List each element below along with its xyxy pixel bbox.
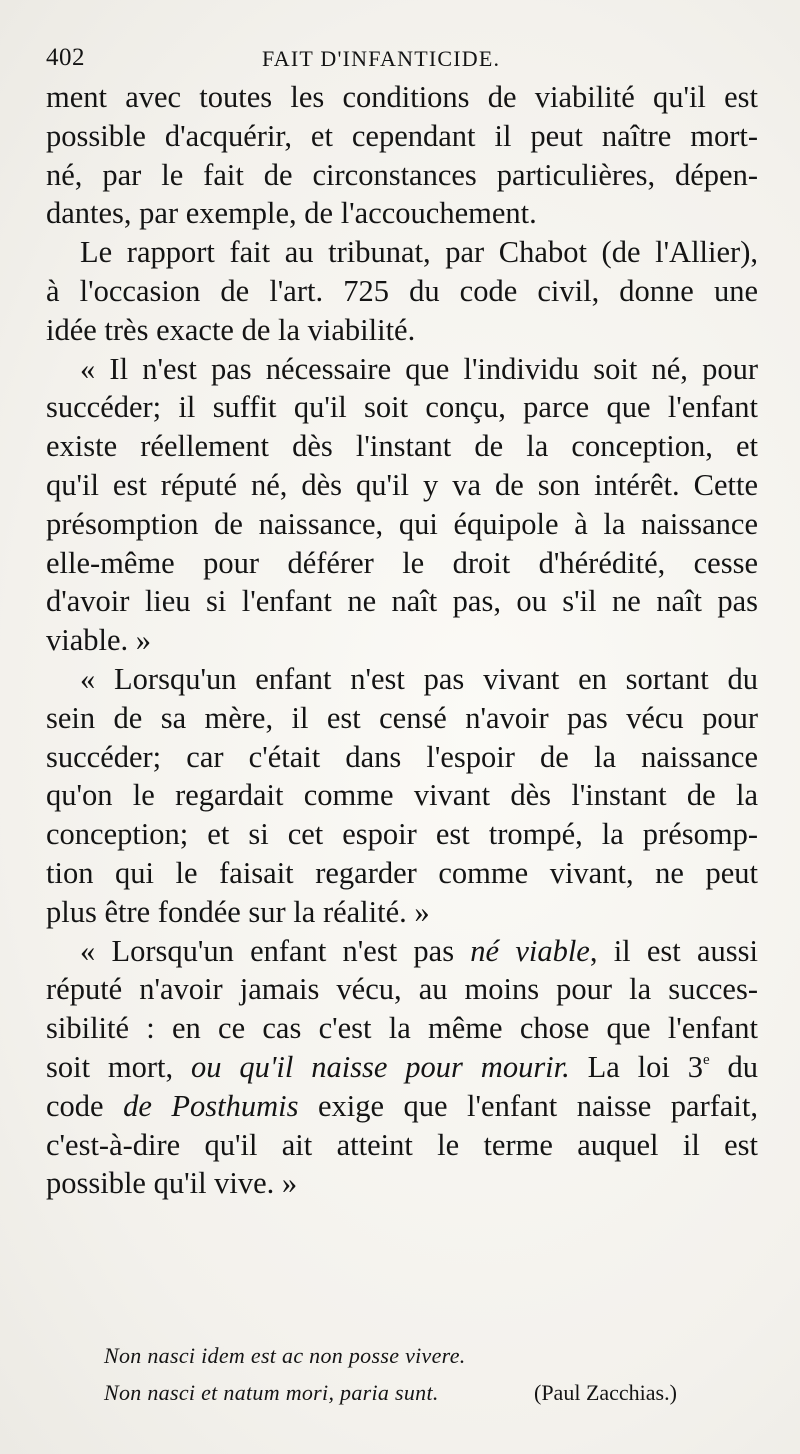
text-line: possible d'acquérir, et cependant il peut naître mort- xyxy=(46,118,758,153)
text-line: idée très exacte de la viabilité. xyxy=(46,312,416,347)
italic-phrase: de Posthumis xyxy=(123,1088,299,1123)
text-line: soit mort, ou qu'il naisse pour mourir. La loi 3e du xyxy=(46,1049,759,1084)
text-line: qu'on le regardait comme vivant dès l'instant de la xyxy=(46,778,758,813)
text-line: possible qu'il vive. » xyxy=(46,1166,298,1201)
text-line: présomption de naissance, qui équipole à la naissance xyxy=(46,506,758,541)
text-line: à l'occasion de l'art. 725 du code civil, donne une xyxy=(46,273,758,308)
page-header xyxy=(46,36,754,76)
quote-attribution: (Paul Zacchias.) xyxy=(534,1380,677,1405)
text-line: viable. » xyxy=(46,623,152,658)
text-line: qu'il est réputé né, dès qu'il y va de son intérêt. Cette xyxy=(46,467,758,502)
italic-phrase: né viable xyxy=(470,933,590,968)
text-line: ment avec toutes les conditions de viabilité qu'il est xyxy=(46,80,758,114)
text-line: d'avoir lieu si l'enfant ne naît pas, ou s'il ne naît pas xyxy=(46,584,758,619)
text-line: sein de sa mère, il est censé n'avoir pas vécu pour xyxy=(46,700,758,735)
superscript: e xyxy=(702,1051,710,1068)
body-text xyxy=(46,78,758,1203)
text-line: conception; et si cet espoir est trompé, la présomp- xyxy=(46,817,758,852)
running-head: FAIT D'INFANTICIDE. xyxy=(262,46,501,71)
page-number: 402 xyxy=(46,44,85,71)
text-line: « Lorsqu'un enfant n'est pas né viable, il est aussi xyxy=(80,933,758,968)
text-line: elle-même pour déférer le droit d'hérédité, cesse xyxy=(46,545,758,580)
text-line: code de Posthumis exige que l'enfant naisse parfait, xyxy=(46,1088,758,1123)
italic-phrase: ou qu'il naisse pour mourir. xyxy=(191,1049,570,1084)
text-line: né, par le fait de circonstances particulières, dépen- xyxy=(46,157,758,192)
text-line: tion qui le faisait regarder comme vivant, ne peut xyxy=(46,855,758,890)
quote-line: Non nasci idem est ac non posse vivere. xyxy=(104,1343,466,1368)
paragraph-5 xyxy=(46,932,758,1204)
paragraph-2 xyxy=(46,233,758,349)
text-line: existe réellement dès l'instant de la conception, et xyxy=(46,429,758,464)
text-line: réputé n'avoir jamais vécu, au moins pour la succes- xyxy=(46,972,758,1007)
text-line: « Il n'est pas nécessaire que l'individu soit né, pour xyxy=(80,351,758,386)
paragraph-3 xyxy=(46,350,758,660)
text-line: Le rapport fait au tribunat, par Chabot (de l'Allier), xyxy=(80,235,758,270)
text-line: c'est-à-dire qu'il ait atteint le terme auquel il est xyxy=(46,1127,758,1162)
text-line: succéder; il suffit qu'il soit conçu, parce que l'enfant xyxy=(46,390,758,425)
text-line: succéder; car c'était dans l'espoir de la naissance xyxy=(46,739,758,774)
text-line: sibilité : en ce cas c'est la même chose que l'enfant xyxy=(46,1011,758,1046)
paragraph-4 xyxy=(46,660,758,932)
text-line: dantes, par exemple, de l'accouchement. xyxy=(46,196,537,231)
quote-line: Non nasci et natum mori, paria sunt. (Paul Zacchias.) xyxy=(104,1374,744,1411)
latin-quote xyxy=(104,1337,744,1411)
text-line: « Lorsqu'un enfant n'est pas vivant en sortant du xyxy=(80,661,758,696)
paragraph-1 xyxy=(46,78,758,233)
text-line: plus être fondée sur la réalité. » xyxy=(46,894,430,929)
